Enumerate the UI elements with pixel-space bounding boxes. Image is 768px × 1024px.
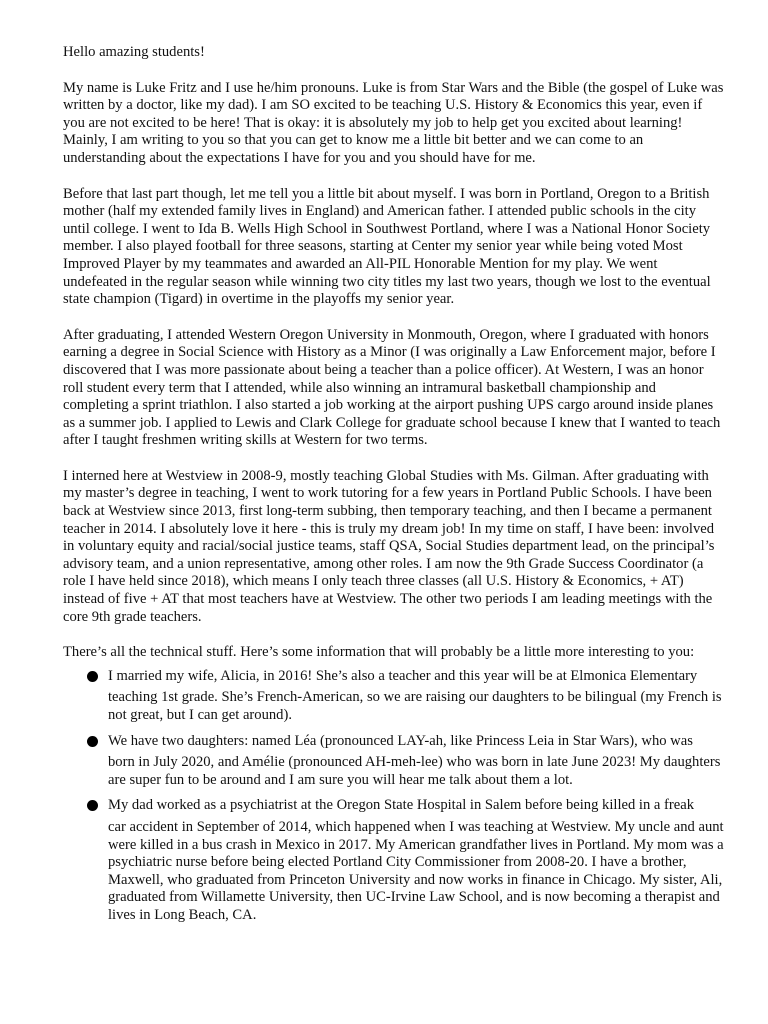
- personal-facts-list: [63, 668, 725, 925]
- list-item-rest: car accident in September of 2014, which happened when I was teaching at Westview. My uncle and aunt were killed in a bus crash in Mexico in 2017. My American grandfather lives in Portland. My mom was a psychiatric nurse before being elected Portland City Commissioner from 2008-20. I have a brother, Maxwell, who graduated from Princeton University and now works in finance in Chicago. My sister, Ali, graduated from Willamette University, then UC-Irvine Law School, and is now becoming a therapist and lives in Long Beach, CA.: [108, 818, 724, 923]
- paragraph-college: After graduating, I attended Western Oregon University in Monmouth, Oregon, where I graduated with honors earning a degree in Social Science with History as a Minor (I was originally a Law Enforcement major, before I discovered that I was more passionate about being a teacher than a police officer). At Western, I was an honor roll student every term that I attended, while also winning an intramural basketball championship and completing a sprint triathlon. I also started a job working at the airport pushing UPS cargo around inside planes as a summer job. I applied to Lewis and Clark College for graduate school because I knew that I wanted to teach after I taught freshmen writing skills at Western for two terms.: [63, 326, 721, 449]
- list-item-rest: teaching 1st grade. She’s French-American, so we are raising our daughters to be bilingual (my French is not great, but I can get around).: [108, 689, 722, 723]
- list-item-rest: born in July 2020, and Amélie (pronounced AH-meh-lee) who was born in late June 2023! My daughters are super fun to be around and I am sure you will hear me talk about them a lot.: [108, 754, 721, 788]
- paragraph-background: Before that last part though, let me tell you a little bit about myself. I was born in Portland, Oregon to a British mother (half my extended family lives in England) and American father. I attended public schools in the city until college. I went to Ida B. Wells High School in Southwest Portland, where I was a National Honor Society member. I also played football for three seasons, starting at Center my senior year while being voted Most Improved Player by my teammates and awarded an All-PIL Honorable Mention for my play. We went undefeated in the regular season while winning two city titles my last two years, though we lost to the eventual state champion (Tigard) in overtime in the playoffs my senior year.: [63, 185, 711, 308]
- bullet-icon: [87, 800, 98, 811]
- letter-greeting: Hello amazing students!: [63, 44, 205, 60]
- bullet-icon: [87, 736, 98, 747]
- list-item-first-line: I married my wife, Alicia, in 2016! She’s also a teacher and this year will be at Elmonica Elementary: [108, 667, 698, 684]
- list-intro: There’s all the technical stuff. Here’s some information that will probably be a little more interesting to you:: [63, 644, 695, 661]
- list-item: [63, 668, 725, 725]
- paragraph-westview: I interned here at Westview in 2008-9, mostly teaching Global Studies with Ms. Gilman. After graduating with my master’s degree in teaching, I went to work tutoring for a few years in Portland Public Schools. I have been back at Westview since 2013, first long-term subbing, then temporary teaching, and then I became a permanent teacher in 2014. I absolutely love it here - this is truly my dream job! In my time on staff, I have been: involved in voluntary equity and racial/social justice teams, staff QSA, Social Studies department lead, on the principal’s advisory team, and a union representative, among other roles. I am now the 9th Grade Success Coordinator (a role I have held since 2018), which means I only teach three classes (all U.S. History & Economics, + AT) instead of five + AT that most teachers have at Westview. The other two periods I am leading meetings with the core 9th grade teachers.: [63, 467, 715, 625]
- list-item-first-line: We have two daughters: named Léa (pronounced LAY-ah, like Princess Leia in Star Wars), who was: [108, 732, 693, 749]
- letter-document: [63, 44, 725, 933]
- paragraph-introduction: My name is Luke Fritz and I use he/him pronouns. Luke is from Star Wars and the Bible (the gospel of Luke was written by a doctor, like my dad). I am SO excited to be teaching U.S. History & Economics this year, even if you are not excited to be here! That is okay: it is absolutely my job to help get you excited about learning! Mainly, I am writing to you so that you can get to know me a little bit better and we can come to an understanding about the expectations I have for you and you should have for me.: [63, 79, 724, 166]
- list-item-first-line: My dad worked as a psychiatrist at the Oregon State Hospital in Salem before being killed in a freak: [108, 797, 695, 814]
- list-item: [63, 733, 725, 790]
- list-item: [63, 797, 725, 924]
- bullet-icon: [87, 671, 98, 682]
